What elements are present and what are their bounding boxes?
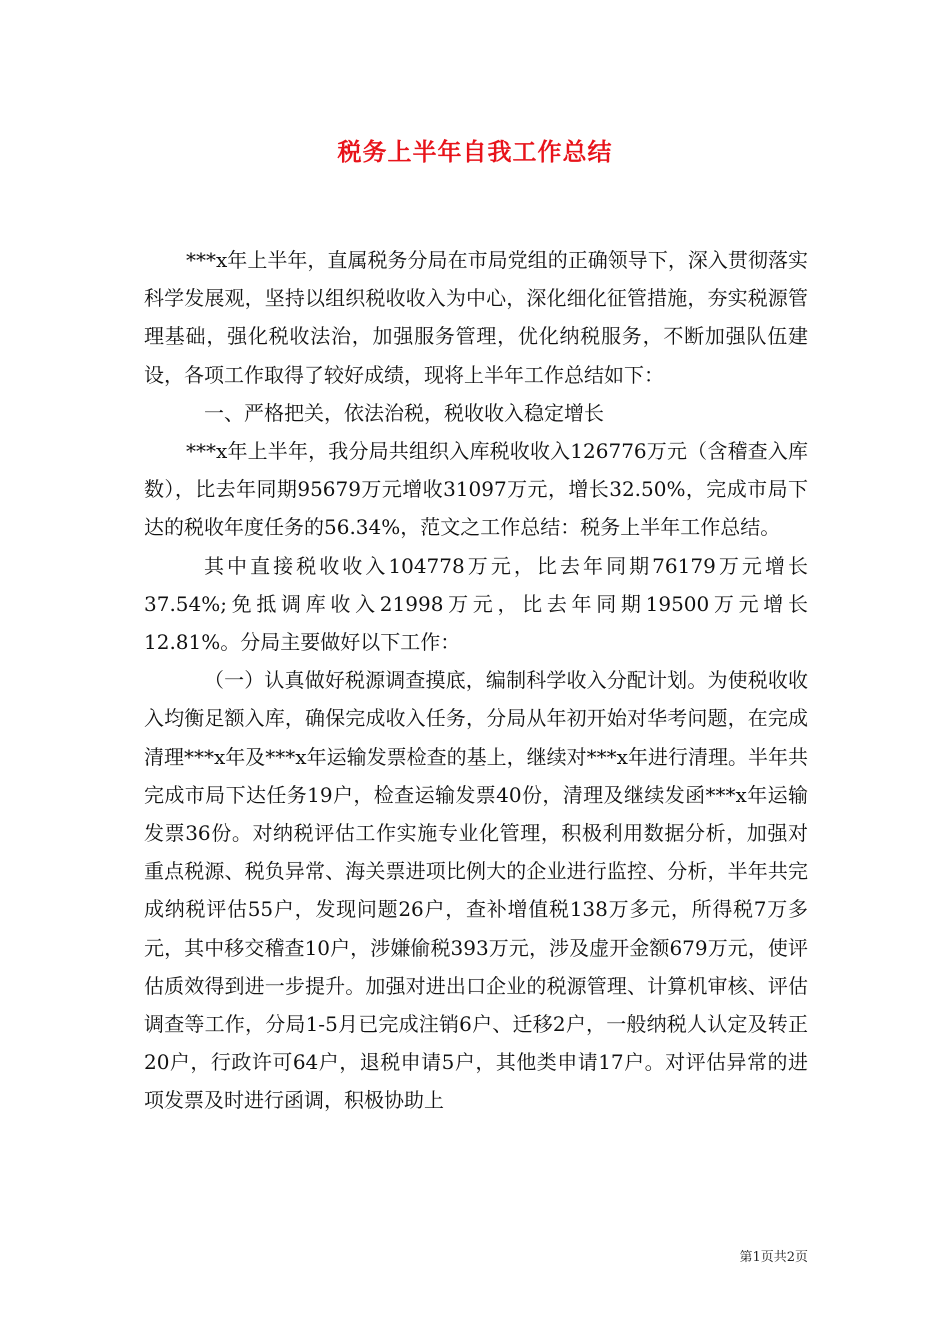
page-number: 第1页共2页: [739, 1250, 808, 1265]
document-body: [144, 241, 808, 1120]
paragraph-intro: ***x年上半年，直属税务分局在市局党组的正确领导下，深入贯彻落实科学发展观，坚持以组织税收收入为中心，深化细化征管措施，夯实税源管理基础，强化税收法治，加强服务管理，优化纳税服务，不断加强队伍建设，各项工作取得了较好成绩，现将上半年工作总结如下：: [144, 248, 808, 387]
paragraph-item-1: （一）认真做好税源调查摸底，编制科学收入分配计划。为使税收收入均衡足额入库，确保完成收入任务，分局从年初开始对华考问题，在完成清理***x年及***x年运输发票检查的基上，继续对***x年进行清理。半年共完成市局下达任务19户，检查运输发票40份，清理及继续发函***x年运输发票36份。对纳税评估工作实施专业化管理，积极利用数据分析，加强对重点税源、税负异常、海关票进项比例大的企业进行监控、分析，半年共完成纳税评估55户，发现问题26户，查补增值税138万多元，所得税7万多元，其中移交稽查10户，涉嫌偷税393万元，涉及虚开金额679万元，使评估质效得到进一步提升。加强对进出口企业的税源管理、计算机审核、评估调查等工作，分局1-5月已完成注销6户、迁移2户，一般纳税人认定及转正20户，行政许可64户，退税申请5户，其他类申请17户。对评估异常的进项发票及时进行函调，积极协助上: [144, 668, 808, 1113]
section-heading-1: 一、严格把关，依法治税，税收收入稳定增长: [204, 400, 604, 425]
paragraph-breakdown: 其中直接税收收入104778万元，比去年同期76179万元增长37.54%;免抵调库收入21998万元，比去年同期19500万元增长12.81%。分局主要做好以下工作：: [144, 553, 808, 655]
paragraph-revenue: ***x年上半年，我分局共组织入库税收收入126776万元（含稽查入库数），比去年同期95679万元增收31097万元，增长32.50%，完成市局下达的税收年度任务的56.34%，范文之工作总结：税务上半年工作总结。: [144, 439, 808, 540]
document-title: 税务上半年自我工作总结: [337, 137, 613, 166]
